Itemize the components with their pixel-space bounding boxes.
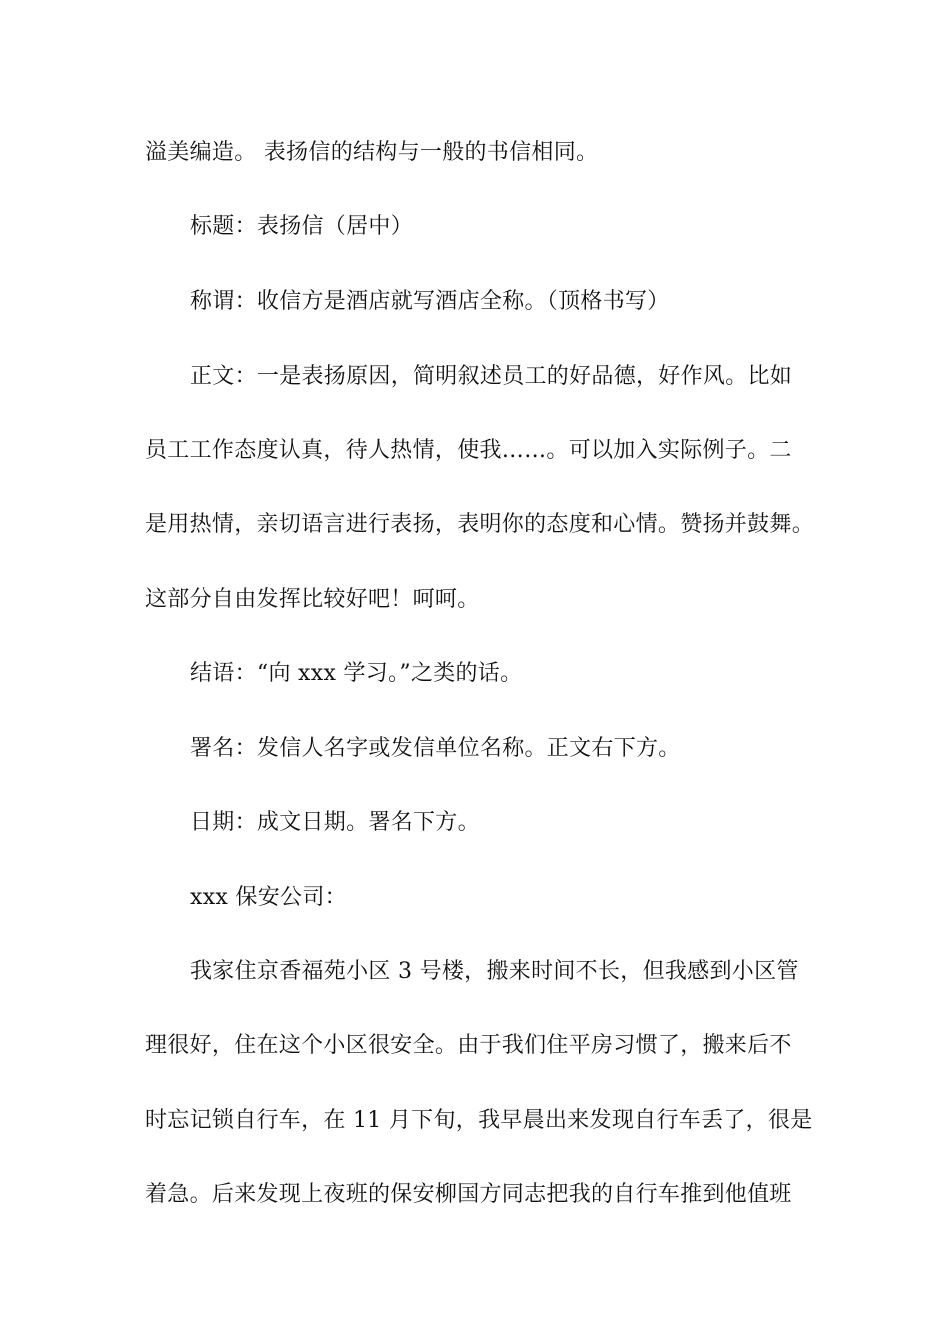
text-line: 结语：“向 xxx 学习。”之类的话。 xyxy=(190,661,523,686)
text-line: 日期：成文日期。署名下方。 xyxy=(190,810,480,835)
text-line: 员工工作态度认真，待人热情，使我……。可以加入实际例子。二 xyxy=(145,438,792,463)
text-line: 我家住京香福苑小区 3 号楼，搬来时间不长，但我感到小区管 xyxy=(190,959,799,984)
text-line: 着急。后来发现上夜班的保安柳国方同志把我的自行车推到他值班 xyxy=(145,1182,792,1207)
text-line: 署名：发信人名字或发信单位名称。正文右下方。 xyxy=(190,736,681,761)
text-line: 标题：表扬信（居中） xyxy=(190,214,414,239)
text-line: 时忘记锁自行车，在 11 月下旬，我早晨出来发现自行车丢了，很是 xyxy=(145,1108,813,1133)
text-line: xxx 保安公司： xyxy=(190,885,347,910)
text-line: 溢美编造。 表扬信的结构与一般的书信相同。 xyxy=(145,140,599,165)
text-line: 称谓：收信方是酒店就写酒店全称。（顶格书写） xyxy=(190,289,670,314)
text-line: 正文：一是表扬原因，简明叙述员工的好品德，好作风。比如 xyxy=(190,364,793,389)
text-line: 理很好，住在这个小区很安全。由于我们住平房习惯了，搬来后不 xyxy=(145,1033,792,1058)
text-line: 这部分自由发挥比较好吧！呵呵。 xyxy=(145,587,480,612)
text-line: 是用热情，亲切语言进行表扬，表明你的态度和心情。赞扬并鼓舞。 xyxy=(145,512,815,537)
